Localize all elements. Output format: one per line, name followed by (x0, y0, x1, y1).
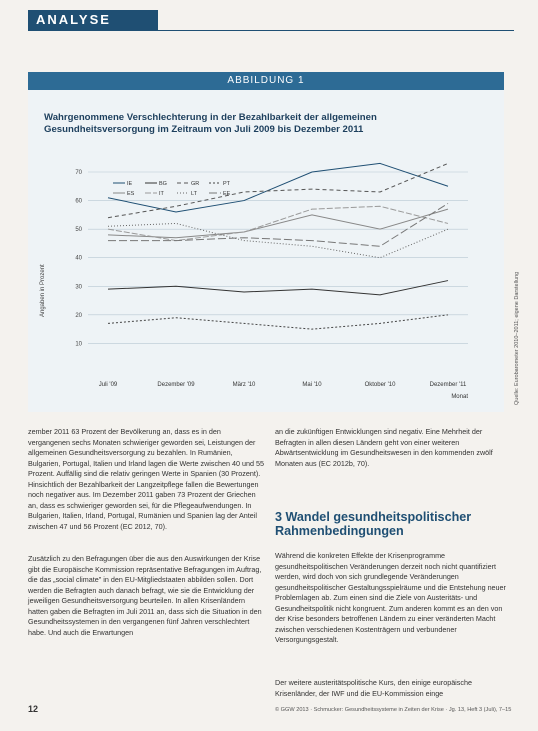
y-tick-label: 40 (75, 255, 82, 262)
legend-label: IT (159, 191, 164, 197)
legend-label: ES (127, 191, 135, 197)
x-tick-label: Oktober '10 (364, 382, 396, 388)
x-tick-label: Juli '09 (98, 382, 118, 388)
series-line-ee (108, 203, 448, 246)
series-line-bg (108, 281, 448, 295)
section-tab: ANALYSE (28, 10, 158, 30)
legend-label: IE (127, 181, 133, 187)
body-right-para2: Während die konkreten Effekte der Krisenprogramme gesundheitspolitischen Veränderungen derzeit noch nicht quantifiziert werden, wird doch von sich grundlegende Veränderungen gesundheitspolitischer Gestaltungsspielräume und die Entstehung neuer Problemlagen ab. Zum einen sind die Ziele von Austeritäts- und Gesundheitspolitik nicht kongruent. Zum anderen kommt es an den von der Krise besonders betroffenen Ländern zu einer veränderten Macht zwischen verschiedenen Kostenträgern und verbundener Versorgungsgestalt. (275, 551, 506, 644)
series-line-es (108, 209, 448, 238)
legend-label: LT (191, 191, 198, 197)
body-left-para2: Zusätzlich zu den Befragungen über die aus den Auswirkungen der Krise gibt die Europäische Kommission repräsentative Befragungen im Auftrag, die das „social climate" in den EU-Mitgliedstaaten abbilden sollen. Dort werden die Befragten auch danach befragt, wie sie die Entwicklung der jeweiligen Gesundheitsversorgung beurteilen. In allen Krisenländern hatten gaben die Befragten im Juli 2011 an, dass sich die Situation in den Gesundheitssystemen in den vergangenen fünf Jahren verschlechtert habe. Und auch die Erwartungen (28, 554, 262, 637)
figure-box (28, 72, 504, 412)
y-tick-label: 70 (75, 170, 82, 176)
top-rule (28, 30, 514, 31)
x-tick-label: Dezember '09 (157, 382, 195, 388)
footer-text: © GGW 2013 · Schmucker: Gesundheitssysteme in Zeiten der Krise · Jg. 13, Heft 3 (Juli), 7–15 (275, 707, 512, 713)
legend-label: GR (191, 181, 200, 187)
series-line-ie (108, 163, 448, 212)
y-tick-label: 10 (75, 341, 82, 348)
legend-label: PT (223, 181, 231, 187)
x-tick-label: März '10 (232, 382, 256, 388)
body-right-para3: Der weitere austeritätspolitische Kurs, den einige europäische Krisenländer, der IWF und die EU-Kommission einge (275, 678, 472, 698)
y-tick-label: 60 (75, 198, 82, 205)
series-line-pt (108, 315, 448, 329)
figure-label: ABBILDUNG 1 (28, 72, 504, 90)
x-axis-title: Monat (451, 394, 468, 400)
page-number: 12 (28, 704, 39, 714)
y-tick-label: 50 (75, 227, 82, 234)
y-tick-label: 20 (75, 312, 82, 319)
legend-label: EE (223, 191, 231, 197)
line-chart (28, 72, 504, 412)
body-left-para1: zember 2011 63 Prozent der Bevölkerung an, dass es in den vergangenen sechs Monaten schwieriger geworden sei, Leistungen der allgemeinen Gesundheitsversorgung zu bezahlen. In Rumänien, Bulgarien, Portugal, Italien und Irland lagen die Werte zwischen 40 und 55 Prozent. Auffällig sind die relativ geringen Werte in Spanien (30 Prozent). Hinsichtlich der Bezahlbarkeit der Langzeitpflege fallen die Bewertungen noch negativer aus. Im Dezember 2011 gaben 73 Prozent der Griechen an, dass es schwieriger geworden sei, für die Pflegeaufwendungen. In Bulgarien, Italien, Irland, Portugal, Rumänien und Spanien lag der Anteil zwischen 47 und 56 Prozent (EC 2012, 70). (28, 427, 265, 531)
legend-label: BG (159, 181, 167, 187)
x-tick-label: Dezember '11 (429, 382, 467, 388)
y-tick-label: 30 (75, 284, 82, 291)
source-note: Quelle: Eurobarometer 2010–2011; eigene Darstellung (514, 271, 520, 405)
y-axis-title: Angaben in Prozent (40, 264, 46, 317)
x-tick-label: Mai '10 (302, 382, 322, 388)
body-right-para1: an die zukünftigen Entwicklungen sind negativ. Eine Mehrheit der Befragten in allen diesen Ländern geht von einer weiteren Abwärtsentwicklung im Gesundheitswesen in den kommenden zwölf Monaten aus (EC 2012b, 70). (275, 427, 493, 468)
section-heading: 3 Wandel gesundheitspolitischer Rahmenbedingungen (275, 510, 472, 538)
figure-title: Wahrgenommene Verschlechterung in der Bezahlbarkeit der allgemeinen Gesundheitsversorgung im Zeitraum von Juli 2009 bis Dezember 2011 (44, 112, 377, 135)
